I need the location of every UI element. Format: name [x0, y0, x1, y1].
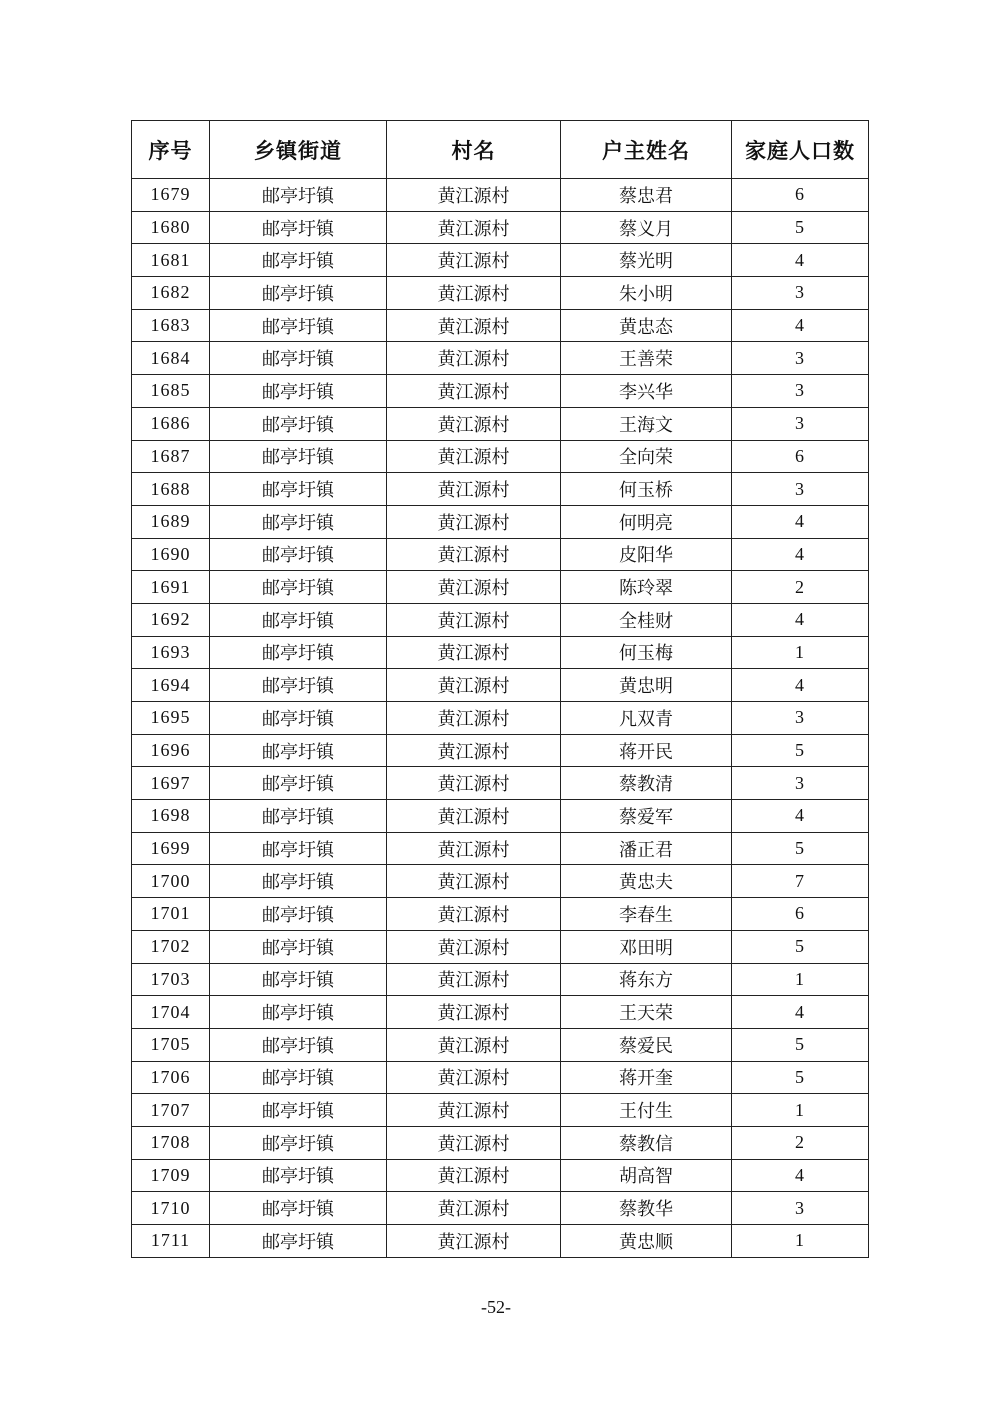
cell-family-size: 3: [732, 767, 869, 800]
cell-township: 邮亭圩镇: [210, 375, 387, 408]
cell-householder-name: 黄忠顺: [561, 1225, 732, 1258]
cell-family-size: 1: [732, 636, 869, 669]
header-family-size: 家庭人口数: [732, 121, 869, 179]
cell-village: 黄江源村: [387, 309, 561, 342]
header-householder-name: 户主姓名: [561, 121, 732, 179]
cell-householder-name: 蔡教清: [561, 767, 732, 800]
cell-householder-name: 蔡教信: [561, 1126, 732, 1159]
cell-township: 邮亭圩镇: [210, 996, 387, 1029]
cell-township: 邮亭圩镇: [210, 1028, 387, 1061]
cell-township: 邮亭圩镇: [210, 277, 387, 310]
table-row: [132, 603, 869, 636]
cell-serial-number: 1693: [132, 636, 210, 669]
cell-householder-name: 蒋开民: [561, 734, 732, 767]
cell-family-size: 4: [732, 1159, 869, 1192]
cell-village: 黄江源村: [387, 669, 561, 702]
cell-village: 黄江源村: [387, 996, 561, 1029]
cell-householder-name: 何玉梅: [561, 636, 732, 669]
cell-township: 邮亭圩镇: [210, 1094, 387, 1127]
cell-serial-number: 1703: [132, 963, 210, 996]
header-serial-number: 序号: [132, 121, 210, 179]
table-row: [132, 211, 869, 244]
cell-village: 黄江源村: [387, 603, 561, 636]
cell-family-size: 3: [732, 407, 869, 440]
cell-township: 邮亭圩镇: [210, 930, 387, 963]
cell-serial-number: 1680: [132, 211, 210, 244]
cell-householder-name: 黄忠明: [561, 669, 732, 702]
cell-township: 邮亭圩镇: [210, 342, 387, 375]
cell-householder-name: 黄忠夫: [561, 865, 732, 898]
cell-serial-number: 1686: [132, 407, 210, 440]
cell-householder-name: 蔡爱军: [561, 800, 732, 833]
cell-village: 黄江源村: [387, 800, 561, 833]
table-row: [132, 636, 869, 669]
cell-serial-number: 1695: [132, 702, 210, 735]
cell-family-size: 3: [732, 702, 869, 735]
cell-householder-name: 胡高智: [561, 1159, 732, 1192]
cell-township: 邮亭圩镇: [210, 1225, 387, 1258]
cell-village: 黄江源村: [387, 211, 561, 244]
table-row: [132, 277, 869, 310]
cell-township: 邮亭圩镇: [210, 767, 387, 800]
cell-householder-name: 王海文: [561, 407, 732, 440]
cell-householder-name: 蔡忠君: [561, 179, 732, 212]
cell-family-size: 4: [732, 800, 869, 833]
cell-village: 黄江源村: [387, 1126, 561, 1159]
cell-village: 黄江源村: [387, 702, 561, 735]
cell-township: 邮亭圩镇: [210, 669, 387, 702]
cell-township: 邮亭圩镇: [210, 898, 387, 931]
table-row: [132, 1094, 869, 1127]
cell-family-size: 6: [732, 179, 869, 212]
cell-householder-name: 蔡爱民: [561, 1028, 732, 1061]
cell-serial-number: 1683: [132, 309, 210, 342]
cell-township: 邮亭圩镇: [210, 309, 387, 342]
cell-village: 黄江源村: [387, 538, 561, 571]
cell-householder-name: 潘正君: [561, 832, 732, 865]
cell-family-size: 4: [732, 538, 869, 571]
table-body: [132, 179, 869, 1258]
cell-serial-number: 1681: [132, 244, 210, 277]
cell-village: 黄江源村: [387, 505, 561, 538]
table-header-row: [132, 121, 869, 179]
cell-serial-number: 1700: [132, 865, 210, 898]
cell-township: 邮亭圩镇: [210, 963, 387, 996]
cell-family-size: 3: [732, 375, 869, 408]
cell-serial-number: 1711: [132, 1225, 210, 1258]
table-row: [132, 375, 869, 408]
cell-serial-number: 1704: [132, 996, 210, 1029]
cell-family-size: 6: [732, 898, 869, 931]
cell-householder-name: 王天荣: [561, 996, 732, 1029]
cell-village: 黄江源村: [387, 832, 561, 865]
table-row: [132, 800, 869, 833]
cell-serial-number: 1679: [132, 179, 210, 212]
cell-family-size: 4: [732, 996, 869, 1029]
cell-family-size: 3: [732, 473, 869, 506]
cell-village: 黄江源村: [387, 636, 561, 669]
header-village: 村名: [387, 121, 561, 179]
cell-village: 黄江源村: [387, 734, 561, 767]
cell-serial-number: 1692: [132, 603, 210, 636]
cell-village: 黄江源村: [387, 1094, 561, 1127]
cell-village: 黄江源村: [387, 407, 561, 440]
cell-serial-number: 1710: [132, 1192, 210, 1225]
cell-serial-number: 1709: [132, 1159, 210, 1192]
cell-householder-name: 全向荣: [561, 440, 732, 473]
cell-family-size: 1: [732, 1094, 869, 1127]
cell-village: 黄江源村: [387, 1225, 561, 1258]
cell-village: 黄江源村: [387, 930, 561, 963]
cell-householder-name: 何玉桥: [561, 473, 732, 506]
table-row: [132, 767, 869, 800]
cell-serial-number: 1705: [132, 1028, 210, 1061]
table-row: [132, 1126, 869, 1159]
table-row: [132, 407, 869, 440]
cell-village: 黄江源村: [387, 244, 561, 277]
cell-family-size: 3: [732, 277, 869, 310]
cell-family-size: 4: [732, 244, 869, 277]
cell-serial-number: 1699: [132, 832, 210, 865]
cell-township: 邮亭圩镇: [210, 407, 387, 440]
cell-family-size: 4: [732, 603, 869, 636]
cell-serial-number: 1702: [132, 930, 210, 963]
cell-serial-number: 1701: [132, 898, 210, 931]
cell-family-size: 5: [732, 1061, 869, 1094]
cell-householder-name: 朱小明: [561, 277, 732, 310]
cell-township: 邮亭圩镇: [210, 734, 387, 767]
cell-village: 黄江源村: [387, 963, 561, 996]
cell-family-size: 4: [732, 669, 869, 702]
cell-township: 邮亭圩镇: [210, 702, 387, 735]
cell-serial-number: 1690: [132, 538, 210, 571]
cell-householder-name: 全桂财: [561, 603, 732, 636]
cell-family-size: 5: [732, 1028, 869, 1061]
cell-family-size: 2: [732, 1126, 869, 1159]
cell-township: 邮亭圩镇: [210, 832, 387, 865]
table-row: [132, 734, 869, 767]
cell-family-size: 5: [732, 734, 869, 767]
table-row: [132, 996, 869, 1029]
cell-village: 黄江源村: [387, 898, 561, 931]
cell-township: 邮亭圩镇: [210, 1126, 387, 1159]
cell-serial-number: 1698: [132, 800, 210, 833]
cell-village: 黄江源村: [387, 571, 561, 604]
cell-township: 邮亭圩镇: [210, 865, 387, 898]
cell-householder-name: 凡双青: [561, 702, 732, 735]
cell-serial-number: 1687: [132, 440, 210, 473]
cell-village: 黄江源村: [387, 1061, 561, 1094]
cell-village: 黄江源村: [387, 277, 561, 310]
table-row: [132, 473, 869, 506]
table-row: [132, 963, 869, 996]
table-row: [132, 1061, 869, 1094]
cell-township: 邮亭圩镇: [210, 603, 387, 636]
cell-family-size: 5: [732, 211, 869, 244]
cell-family-size: 7: [732, 865, 869, 898]
cell-householder-name: 皮阳华: [561, 538, 732, 571]
cell-householder-name: 陈玲翠: [561, 571, 732, 604]
cell-village: 黄江源村: [387, 1159, 561, 1192]
table-row: [132, 669, 869, 702]
cell-serial-number: 1689: [132, 505, 210, 538]
table-row: [132, 571, 869, 604]
cell-family-size: 3: [732, 1192, 869, 1225]
cell-township: 邮亭圩镇: [210, 473, 387, 506]
table-row: [132, 702, 869, 735]
cell-village: 黄江源村: [387, 179, 561, 212]
cell-serial-number: 1697: [132, 767, 210, 800]
cell-serial-number: 1708: [132, 1126, 210, 1159]
cell-serial-number: 1691: [132, 571, 210, 604]
cell-serial-number: 1696: [132, 734, 210, 767]
cell-serial-number: 1688: [132, 473, 210, 506]
cell-householder-name: 蒋东方: [561, 963, 732, 996]
cell-householder-name: 李兴华: [561, 375, 732, 408]
table-row: [132, 505, 869, 538]
table-row: [132, 1192, 869, 1225]
cell-householder-name: 王付生: [561, 1094, 732, 1127]
cell-serial-number: 1707: [132, 1094, 210, 1127]
cell-township: 邮亭圩镇: [210, 636, 387, 669]
cell-serial-number: 1685: [132, 375, 210, 408]
table-row: [132, 898, 869, 931]
table-row: [132, 1225, 869, 1258]
table-row: [132, 179, 869, 212]
cell-family-size: 6: [732, 440, 869, 473]
cell-serial-number: 1682: [132, 277, 210, 310]
table-row: [132, 244, 869, 277]
household-table: [131, 120, 869, 1258]
cell-family-size: 2: [732, 571, 869, 604]
cell-family-size: 4: [732, 309, 869, 342]
header-township: 乡镇街道: [210, 121, 387, 179]
page-number: -52-: [481, 1297, 511, 1317]
cell-householder-name: 李春生: [561, 898, 732, 931]
cell-serial-number: 1706: [132, 1061, 210, 1094]
cell-township: 邮亭圩镇: [210, 538, 387, 571]
cell-village: 黄江源村: [387, 1192, 561, 1225]
table-row: [132, 930, 869, 963]
cell-family-size: 1: [732, 1225, 869, 1258]
cell-family-size: 4: [732, 505, 869, 538]
cell-serial-number: 1694: [132, 669, 210, 702]
cell-village: 黄江源村: [387, 473, 561, 506]
cell-householder-name: 黄忠态: [561, 309, 732, 342]
cell-householder-name: 蔡教华: [561, 1192, 732, 1225]
table-row: [132, 1028, 869, 1061]
table-row: [132, 342, 869, 375]
cell-township: 邮亭圩镇: [210, 179, 387, 212]
cell-township: 邮亭圩镇: [210, 1192, 387, 1225]
table-row: [132, 865, 869, 898]
cell-village: 黄江源村: [387, 440, 561, 473]
table-row: [132, 440, 869, 473]
cell-householder-name: 蔡义月: [561, 211, 732, 244]
cell-family-size: 3: [732, 342, 869, 375]
cell-village: 黄江源村: [387, 375, 561, 408]
cell-township: 邮亭圩镇: [210, 440, 387, 473]
table-row: [132, 1159, 869, 1192]
table-row: [132, 309, 869, 342]
cell-serial-number: 1684: [132, 342, 210, 375]
cell-village: 黄江源村: [387, 767, 561, 800]
cell-township: 邮亭圩镇: [210, 505, 387, 538]
cell-householder-name: 何明亮: [561, 505, 732, 538]
cell-township: 邮亭圩镇: [210, 800, 387, 833]
table-row: [132, 832, 869, 865]
cell-householder-name: 邓田明: [561, 930, 732, 963]
cell-family-size: 5: [732, 832, 869, 865]
cell-village: 黄江源村: [387, 1028, 561, 1061]
cell-township: 邮亭圩镇: [210, 244, 387, 277]
cell-village: 黄江源村: [387, 342, 561, 375]
cell-family-size: 5: [732, 930, 869, 963]
cell-village: 黄江源村: [387, 865, 561, 898]
cell-township: 邮亭圩镇: [210, 571, 387, 604]
cell-family-size: 1: [732, 963, 869, 996]
cell-householder-name: 王善荣: [561, 342, 732, 375]
cell-householder-name: 蔡光明: [561, 244, 732, 277]
cell-township: 邮亭圩镇: [210, 1159, 387, 1192]
table-row: [132, 538, 869, 571]
cell-householder-name: 蒋开奎: [561, 1061, 732, 1094]
cell-township: 邮亭圩镇: [210, 211, 387, 244]
cell-township: 邮亭圩镇: [210, 1061, 387, 1094]
